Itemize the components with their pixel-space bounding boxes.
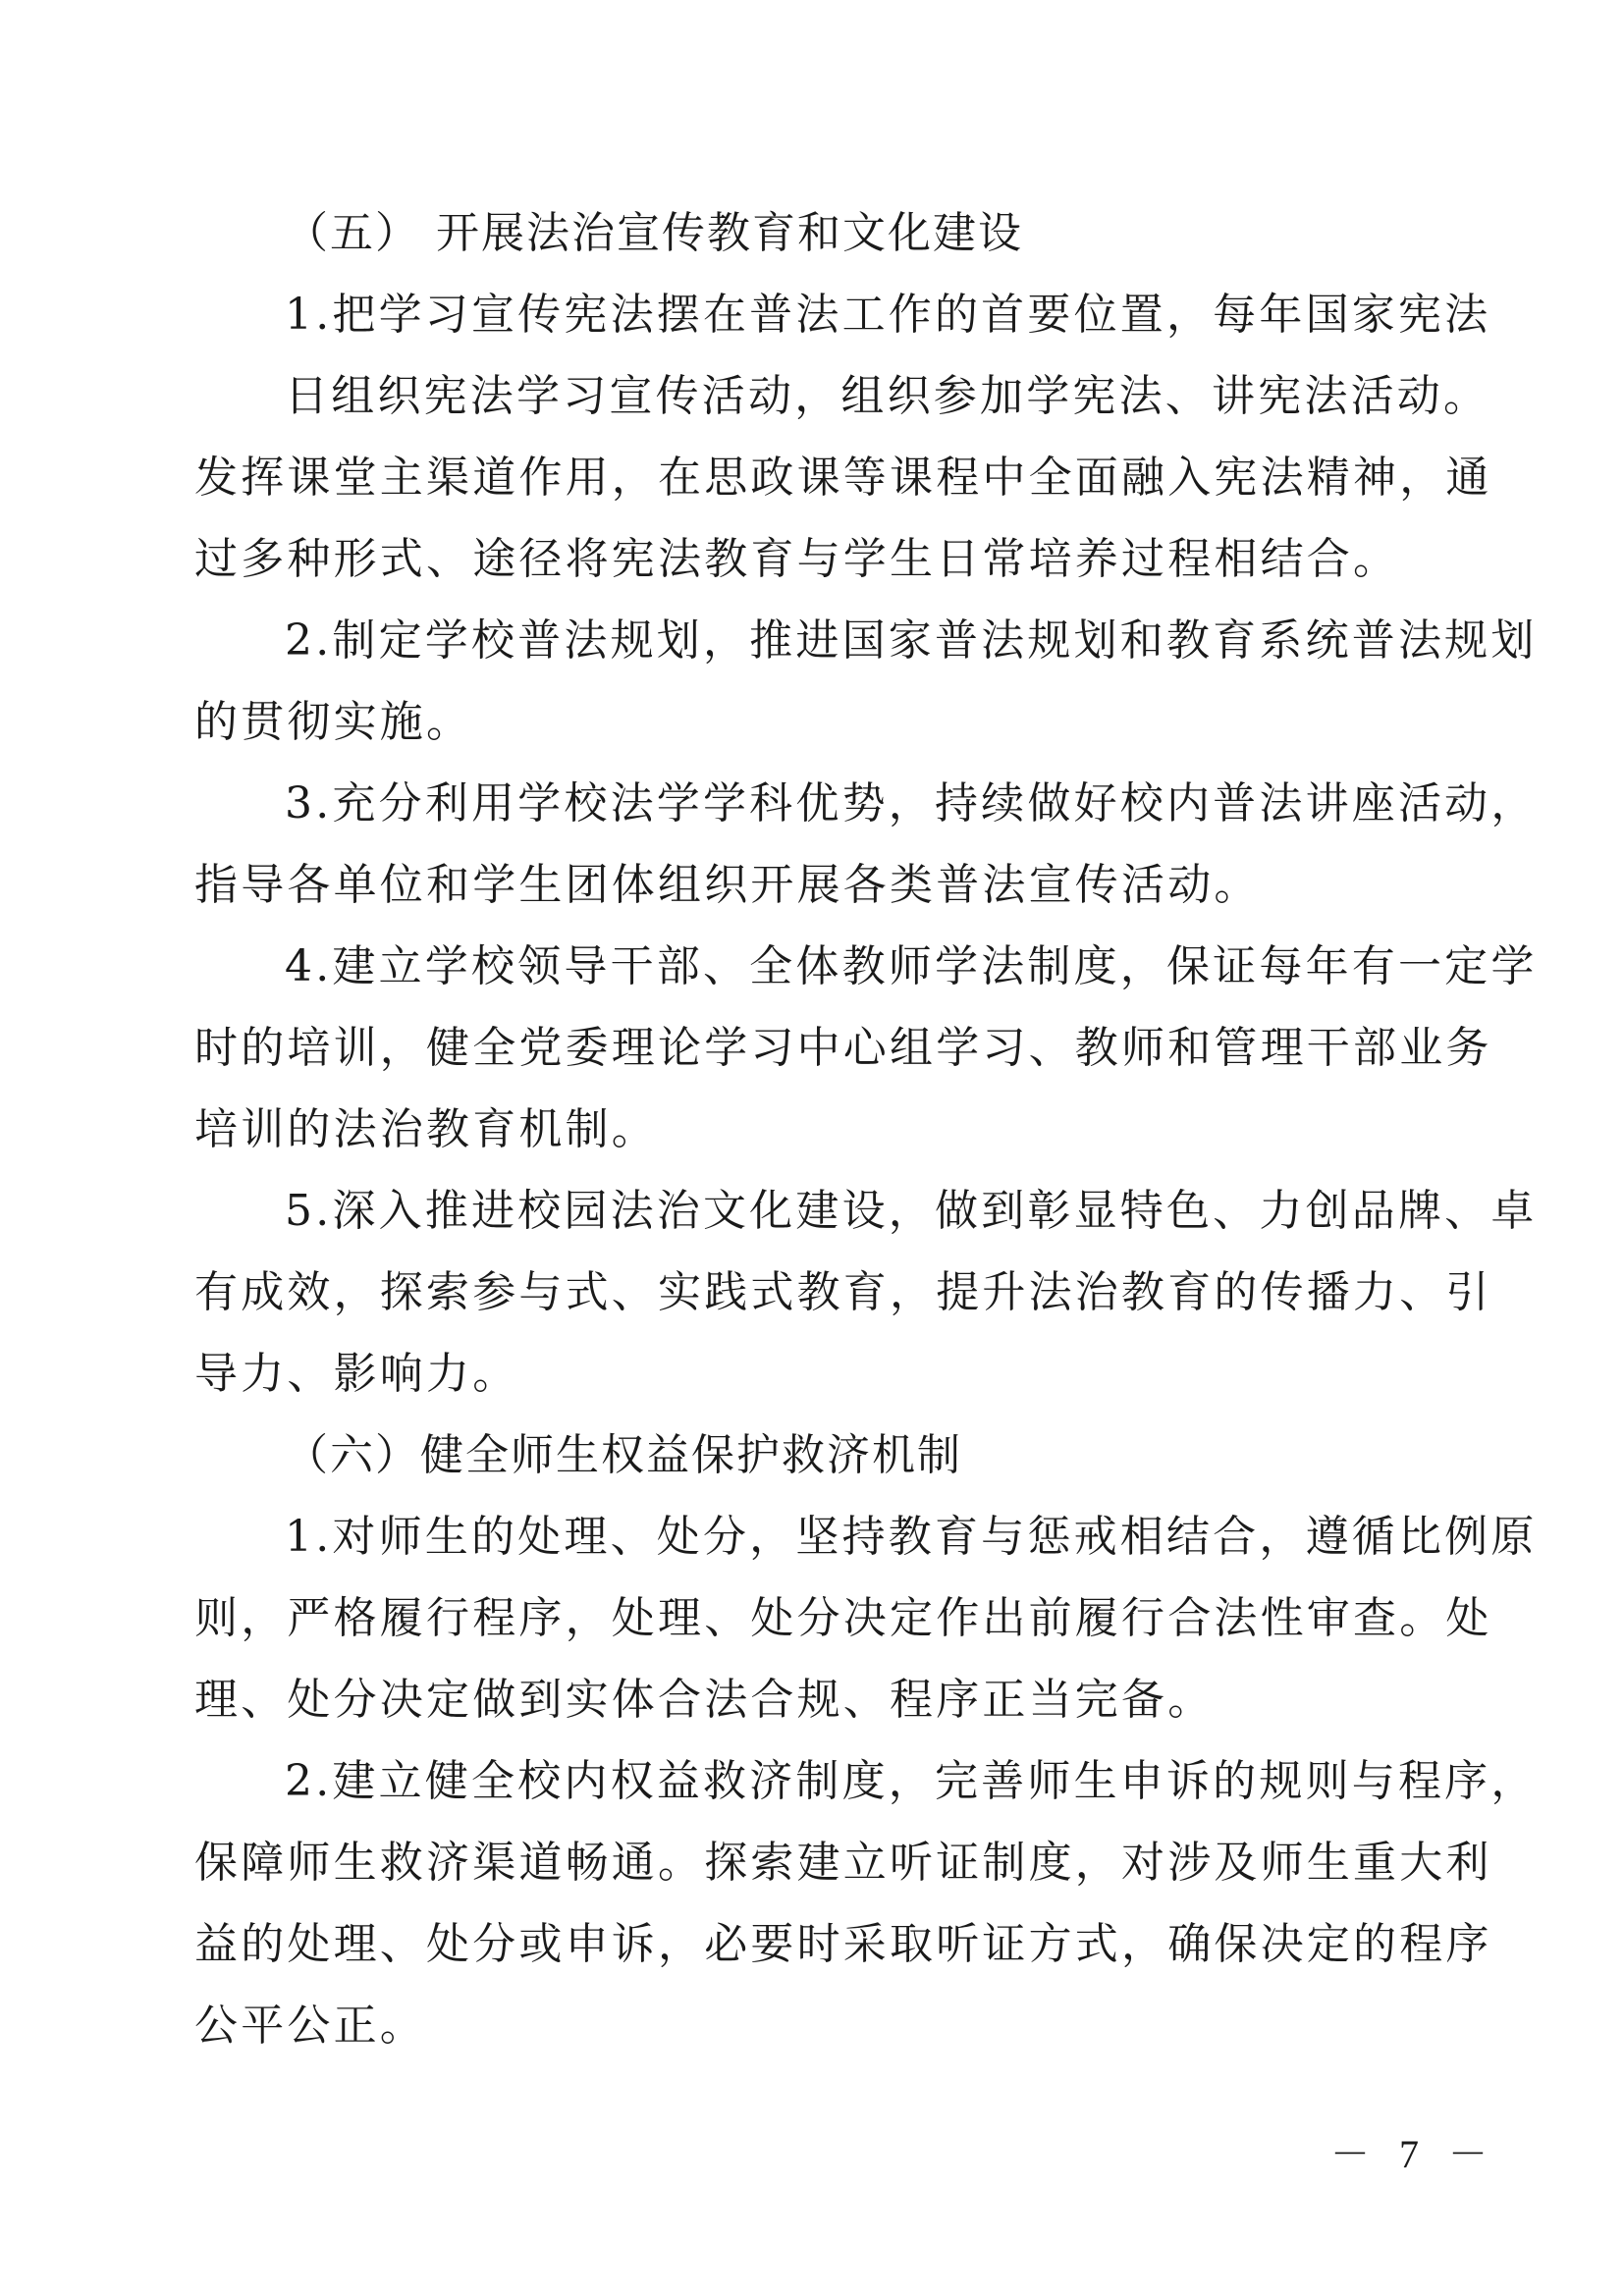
paragraph-line: 1.把学习宣传宪法摆在普法工作的首要位置，每年国家宪法	[285, 290, 1491, 340]
paragraph-line: 过多种形式、途径将宪法教育与学生日常培养过程相结合。	[194, 534, 1400, 584]
paragraph-line: 4.建立学校领导干部、全体教师学法制度，保证每年有一定学	[285, 941, 1538, 991]
paragraph-line: 日组织宪法学习宣传活动，组织参加学宪法、讲宪法活动。	[285, 371, 1490, 421]
section-heading-5: （五） 开展法治宣传教育和文化建设	[285, 208, 1023, 258]
paragraph-line: 发挥课堂主渠道作用，在思政课等课程中全面融入宪法精神，通	[194, 453, 1492, 503]
paragraph-line: 有成效，探索参与式、实践式教育，提升法治教育的传播力、引	[194, 1267, 1492, 1317]
paragraph-line: 益的处理、处分或申诉，必要时采取听证方式，确保决定的程序	[194, 1919, 1492, 1969]
paragraph-line: 理、处分决定做到实体合法合规、程序正当完备。	[194, 1675, 1215, 1725]
paragraph-line: 5.深入推进校园法治文化建设，做到彰显特色、力创品牌、卓	[285, 1186, 1538, 1236]
paragraph-line: 3.充分利用学校法学学科优势，持续做好校内普法讲座活动，	[285, 778, 1538, 828]
section-heading-6: （六）健全师生权益保护救济机制	[285, 1430, 962, 1480]
paragraph-line: 的贯彻实施。	[194, 697, 473, 747]
paragraph-line: 时的培训，健全党委理论学习中心组学习、教师和管理干部业务	[194, 1023, 1492, 1073]
paragraph-line: 1.对师生的处理、处分，坚持教育与惩戒相结合，遵循比例原	[285, 1512, 1538, 1562]
paragraph-line: 指导各单位和学生团体组织开展各类普法宣传活动。	[194, 860, 1261, 910]
paragraph-line: 培训的法治教育机制。	[194, 1104, 658, 1154]
paragraph-line: 2.制定学校普法规划，推进国家普法规划和教育系统普法规划	[285, 615, 1538, 666]
paragraph-line: 则，严格履行程序，处理、处分决定作出前履行合法性审查。处	[194, 1593, 1492, 1643]
paragraph-line: 公平公正。	[194, 2001, 426, 2051]
page-number: － 7 －	[1330, 2132, 1497, 2176]
paragraph-line: 2.建立健全校内权益救济制度，完善师生申诉的规则与程序，	[285, 1756, 1538, 1806]
paragraph-line: 导力、影响力。	[194, 1349, 519, 1399]
paragraph-line: 保障师生救济渠道畅通。探索建立听证制度，对涉及师生重大利	[194, 1838, 1492, 1888]
